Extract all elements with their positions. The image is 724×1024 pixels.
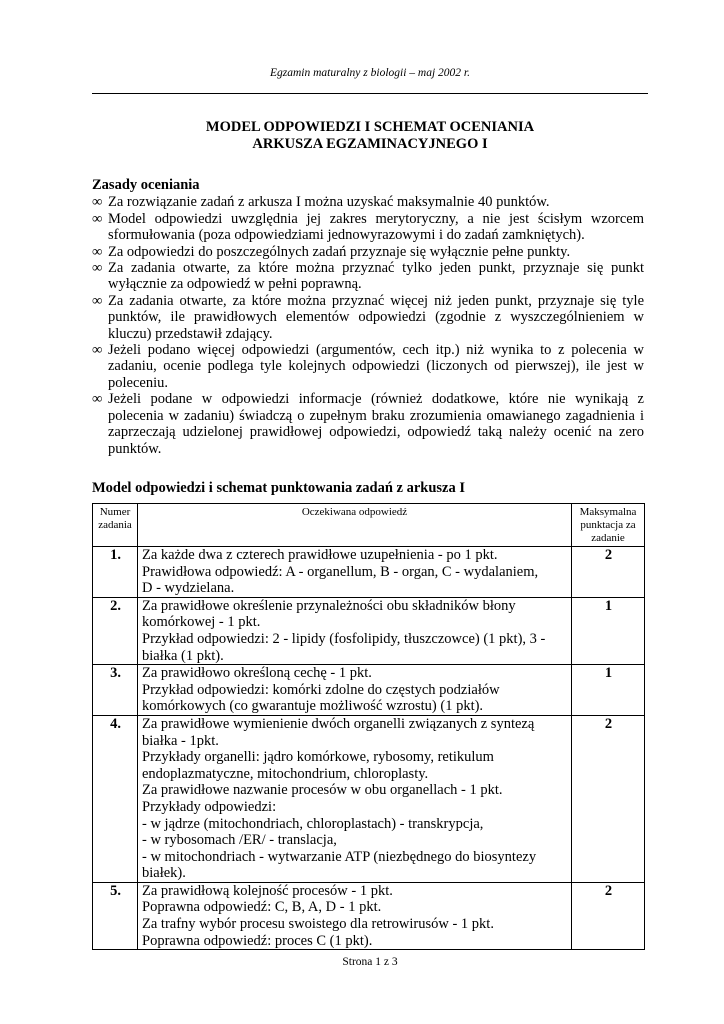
answer-line: Przykład odpowiedzi: 2 - lipidy (fosfolipidy, tłuszczowce) (1 pkt), 3 -: [142, 630, 546, 647]
table-row: [93, 715, 645, 882]
infinity-bullet-icon: ∞: [92, 210, 103, 227]
page-header: Egzamin maturalny z biologii – maj 2002 r.: [270, 67, 470, 79]
infinity-bullet-icon: ∞: [92, 243, 103, 260]
grading-rule-text: Za rozwiązanie zadań z arkusza I można uzyskać maksymalnie 40 punktów.: [108, 194, 550, 211]
expected-answer: [138, 665, 572, 716]
answer-line: Za każde dwa z czterech prawidłowe uzupełnienia - po 1 pkt.: [142, 547, 498, 563]
grading-rule-item: [92, 194, 644, 210]
title-line-1: MODEL ODPOWIEDZI I SCHEMAT OCENIANIA: [205, 119, 535, 135]
header-divider: [92, 93, 648, 94]
answer-line: Prawidłowa odpowiedź: A - organellum, B - organ, C - wydalaniem,: [142, 563, 539, 580]
infinity-bullet-icon: ∞: [92, 194, 103, 211]
task-number: 1.: [93, 547, 138, 598]
max-points: 1: [572, 597, 645, 664]
answer-line: Za trafny wybór procesu swoistego dla retrowirusów - 1 pkt.: [142, 916, 494, 933]
task-number: 5.: [93, 882, 138, 949]
answer-line: białka - 1pkt.: [142, 732, 219, 749]
grading-rules-heading: Zasady oceniania: [92, 177, 200, 193]
answer-line: Przykłady organelli: jądro komórkowe, rybosomy, retikulum: [142, 749, 494, 766]
header-points: Maksymalna punktacja za zadanie: [572, 504, 645, 547]
answer-line: - w jądrze (mitochondriach, chloroplastach) - transkrypcja,: [142, 815, 484, 832]
answer-line: Za prawidłowo określoną cechę - 1 pkt.: [142, 665, 372, 682]
answer-line: endoplazmatyczne, mitochondrium, chloroplasty.: [142, 765, 429, 782]
grading-rule-item: [92, 293, 644, 342]
table-header-row: [93, 504, 645, 547]
grading-rule-text: Jeżeli podane w odpowiedzi informacje (również dodatkowe, które nie wynikają z polecenia w zadaniu) świadczą o zupełnym braku zrozumienia omawianego zagadnienia i zaprzeczają udzielonej prawidłowej odpowiedzi, odpowiedź taką należy ocenić na zero punktów.: [108, 391, 644, 457]
answer-line: - w rybosomach /ER/ - translacja,: [142, 832, 337, 849]
expected-answer: [138, 597, 572, 664]
expected-answer: [138, 882, 572, 949]
answer-line: komórkowej - 1 pkt.: [142, 614, 261, 631]
table-row: [93, 882, 645, 949]
task-number: 3.: [93, 665, 138, 716]
infinity-bullet-icon: ∞: [92, 260, 103, 277]
answer-key-body: [93, 547, 645, 950]
answer-line: białek).: [142, 865, 186, 882]
answer-line: Za prawidłową kolejność procesów - 1 pkt.: [142, 882, 393, 899]
page-footer: Strona 1 z 3: [342, 956, 398, 968]
infinity-bullet-icon: ∞: [92, 342, 103, 359]
title-line-2: ARKUSZA EGZAMINACYJNEGO I: [252, 136, 488, 152]
task-number: 2.: [93, 597, 138, 664]
grading-rule-item: [92, 260, 644, 293]
infinity-bullet-icon: ∞: [92, 391, 103, 408]
table-row: [93, 597, 645, 664]
max-points: 2: [572, 882, 645, 949]
grading-rule-text: Za zadania otwarte, za które można przyznać tylko jeden punkt, przyznaje się punkt wyłącznie za odpowiedź w pełni poprawną.: [108, 260, 644, 293]
answer-line: Przykłady odpowiedzi:: [142, 798, 277, 815]
answer-line: komórkowych (co gwarantuje możliwość wzrostu) (1 pkt).: [142, 698, 484, 715]
expected-answer: [138, 547, 572, 598]
answer-key-table: [92, 503, 645, 950]
grading-rule-text: Jeżeli podano więcej odpowiedzi (argumentów, cech itp.) niż wynika to z polecenia w zadaniu, ocenie podlega tyle kolejnych odpowiedzi (liczonych od pierwszej), ile jest w poleceniu.: [108, 342, 644, 391]
grading-rules-list: [92, 194, 644, 457]
grading-rule-item: [92, 244, 644, 260]
grading-rule-item: [92, 342, 644, 391]
header-answer: Oczekiwana odpowiedź: [138, 504, 572, 547]
max-points: 2: [572, 715, 645, 882]
expected-answer: [138, 715, 572, 882]
grading-rule-text: Za odpowiedzi do poszczególnych zadań przyznaje się wyłącznie pełne punkty.: [108, 243, 571, 260]
grading-rule-item: [92, 211, 644, 244]
max-points: 1: [572, 665, 645, 716]
answer-line: Poprawna odpowiedź: C, B, A, D - 1 pkt.: [142, 899, 382, 916]
task-number: 4.: [93, 715, 138, 882]
max-points: 2: [572, 547, 645, 598]
header-number: Numer zadania: [93, 504, 138, 547]
answer-line: - w mitochondriach - wytwarzanie ATP (niezbędnego do biosyntezy: [142, 848, 537, 865]
answer-line: Przykład odpowiedzi: komórki zdolne do częstych podziałów: [142, 681, 500, 698]
answer-line: Poprawna odpowiedź: proces C (1 pkt).: [142, 932, 373, 949]
infinity-bullet-icon: ∞: [92, 292, 103, 309]
table-title: Model odpowiedzi i schemat punktowania zadań z arkusza I: [92, 480, 466, 496]
document-title: [92, 119, 648, 153]
grading-rules-section: [92, 177, 644, 457]
answer-line: białka (1 pkt).: [142, 647, 224, 664]
answer-line: Za prawidłowe nazwanie procesów w obu organellach - 1 pkt.: [142, 782, 503, 799]
table-row: [93, 665, 645, 716]
answer-line: D - wydzielana.: [142, 580, 235, 597]
answer-line: Za prawidłowe określenie przynależności obu składników błony: [142, 597, 516, 614]
grading-rule-text: Model odpowiedzi uwzględnia jej zakres merytoryczny, a nie jest ścisłym wzorcem sformułowania (poza odpowiedziami jednowyrazowymi i do zadań zamkniętych).: [108, 210, 644, 244]
grading-rule-item: [92, 391, 644, 457]
grading-rule-text: Za zadania otwarte, za które można przyznać więcej niż jeden punkt, przyznaje się tyle punktów, ile prawidłowych elementów odpowiedzi (zgodnie z wyszczególnieniem w kluczu) przedstawił zdający.: [108, 292, 644, 342]
answer-line: Za prawidłowe wymienienie dwóch organelli związanych z syntezą: [142, 715, 535, 732]
table-row: [93, 547, 645, 598]
